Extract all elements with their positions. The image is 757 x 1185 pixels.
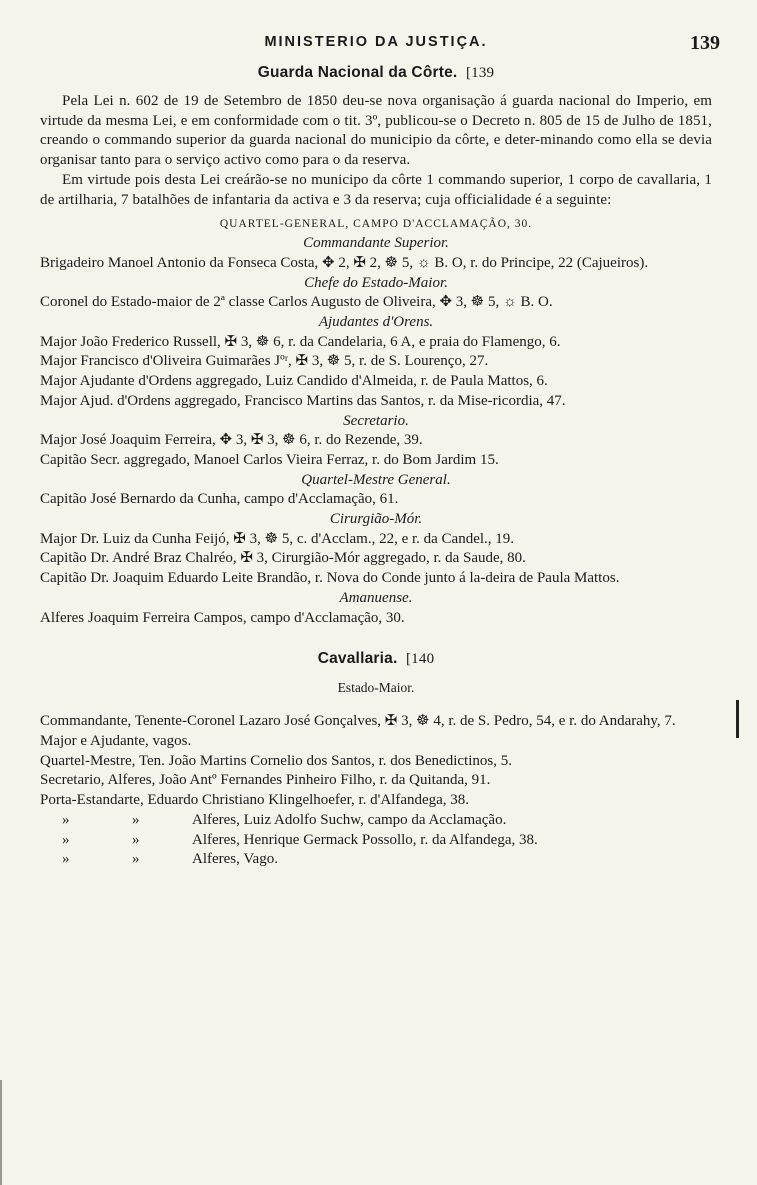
- ditto-mark: »: [62, 851, 70, 868]
- role-heading: Cirurgião-Mór.: [329, 511, 423, 528]
- officer-entry: Major João Frederico Russell, ✠ 3, ☸ 6, r. da Candelaria, 6 A, e praia do Flamengo, 6.: [40, 333, 561, 350]
- page-number: 139: [690, 32, 720, 54]
- running-head: [40, 32, 720, 60]
- ditto-entry: Alferes, Vago.: [192, 851, 278, 868]
- document-page: [40, 32, 720, 870]
- ditto-row: [40, 850, 712, 870]
- cavallaria-entry: Commandante, Tenente-Coronel Lazaro José Gonçalves, ✠ 3, ☸ 4, r. de S. Pedro, 54, e r. do Andarahy, 7.: [40, 713, 676, 730]
- officer-entry: Major Francisco d'Oliveira Guimarães Jºʳ, ✠ 3, ☸ 5, r. de S. Lourenço, 27.: [40, 353, 489, 370]
- role-heading: Ajudantes d'Orens.: [318, 314, 434, 331]
- scan-edge: [0, 1080, 2, 1185]
- section-title: [40, 64, 712, 82]
- ditto-mark: »: [62, 831, 70, 848]
- ditto-row: [40, 811, 712, 831]
- officer-entry: Capitão Secr. aggregado, Manoel Carlos Vieira Ferraz, r. do Bom Jardim 15.: [40, 451, 499, 468]
- officer-entry: Brigadeiro Manoel Antonio da Fonseca Costa, ✥ 2, ✠ 2, ☸ 5, ☼ B. O, r. do Principe, 22 (Cajueiros).: [40, 254, 649, 271]
- section-ref: [139: [465, 65, 495, 81]
- ditto-mark: »: [132, 851, 140, 868]
- officer-entry: Capitão Dr. Joaquim Eduardo Leite Brandão, r. Nova do Conde junto á la-deira de Paula Mattos.: [40, 570, 620, 587]
- officer-entry: Capitão José Bernardo da Cunha, campo d'Acclamação, 61.: [40, 491, 399, 508]
- paragraph: Pela Lei n. 602 de 19 de Setembro de 1850 deu-se nova organisação á guarda nacional do Imperio, em virtude da mesma Lei, e em conformidade com o tit. 3º, publicou-se o Decreto n. 805 de 15 de Julho de 1851, creando o commando superior da guarda nacional do municipio da côrte, e deter-minando como ella se devia organisar tanto para o serviço activo como para o da reserva.: [40, 93, 712, 169]
- estado-maior-heading: Estado-Maior.: [337, 680, 415, 696]
- cavallaria-title-text: Cavallaria.: [317, 650, 398, 668]
- role-heading: Quartel-Mestre General.: [301, 471, 451, 488]
- ditto-mark: »: [132, 811, 140, 828]
- margin-mark: [736, 700, 739, 738]
- cavallaria-ref: [140: [405, 651, 435, 668]
- ditto-entry: Alferes, Luiz Adolfo Suchw, campo da Acclamação.: [192, 811, 507, 828]
- hq-heading: QUARTEL-GENERAL, CAMPO D'ACCLAMAÇÃO, 30.: [219, 218, 533, 231]
- role-heading: Secretario.: [343, 412, 409, 429]
- ditto-row: [40, 831, 712, 851]
- officer-entry: Major Dr. Luiz da Cunha Feijó, ✠ 3, ☸ 5, c. d'Acclam., 22, e r. da Candel., 19.: [40, 530, 515, 547]
- cavallaria-entry: Secretario, Alferes, João Antº Fernandes Pinheiro Filho, r. da Quitanda, 91.: [40, 772, 491, 789]
- cavallaria-title: [40, 650, 712, 668]
- running-title: MINISTERIO DA JUSTIÇA.: [264, 34, 488, 50]
- cavallaria-entry: Porta-Estandarte, Eduardo Christiano Klingelhoefer, r. d'Alfandega, 38.: [40, 792, 470, 809]
- ditto-mark: »: [62, 811, 70, 828]
- officer-entry: Capitão Dr. André Braz Chalréo, ✠ 3, Cirurgião-Mór aggregado, r. da Saude, 80.: [40, 550, 526, 567]
- role-heading: Commandante Superior.: [303, 235, 449, 252]
- ditto-entry: Alferes, Henrique Germack Possollo, r. da Alfandega, 38.: [192, 831, 538, 848]
- officer-entry: Major José Joaquim Ferreira, ✥ 3, ✠ 3, ☸ 6, r. do Rezende, 39.: [40, 432, 423, 449]
- section-title-text: Guarda Nacional da Côrte.: [257, 64, 458, 81]
- cavallaria-entry: Major e Ajudante, vagos.: [40, 732, 192, 749]
- officer-entry: Major Ajudante d'Ordens aggregado, Luiz Candido d'Almeida, r. de Paula Mattos, 6.: [40, 373, 548, 390]
- role-heading: Chefe do Estado-Maior.: [304, 274, 448, 291]
- officer-entry: Major Ajud. d'Ordens aggregado, Francisco Martins das Santos, r. da Mise-ricordia, 47.: [40, 392, 566, 409]
- paragraph: Em virtude pois desta Lei creárão-se no municipo da côrte 1 commando superior, 1 corpo de cavallaria, 1 de artilharia, 7 batalhões de infantaria da activa e 3 da reserva; cuja officialidade é a seguinte:: [40, 171, 712, 208]
- cavallaria-entry: Quartel-Mestre, Ten. João Martins Cornelio dos Santos, r. dos Benedictinos, 5.: [40, 752, 512, 769]
- role-heading: Amanuense.: [339, 589, 413, 606]
- officer-entry: Alferes Joaquim Ferreira Campos, campo d'Acclamação, 30.: [40, 609, 405, 626]
- spacer: [40, 628, 712, 646]
- ditto-mark: »: [132, 831, 140, 848]
- officer-entry: Coronel do Estado-maior de 2ª classe Carlos Augusto de Oliveira, ✥ 3, ☸ 5, ☼ B. O.: [40, 294, 553, 311]
